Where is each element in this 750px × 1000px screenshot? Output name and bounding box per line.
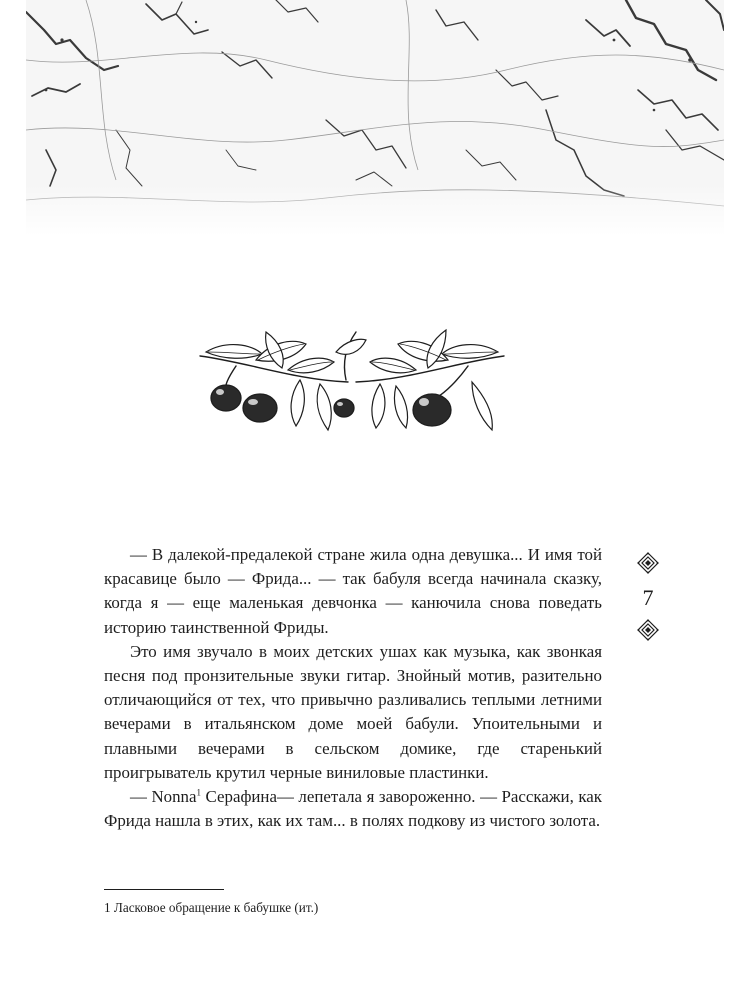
footnote-divider: [104, 889, 224, 890]
diamond-ornament-icon: [637, 619, 659, 641]
paragraph-3: [104, 785, 602, 833]
page-number: 7: [642, 585, 654, 610]
paragraph-3-start: — Nonna: [130, 787, 197, 807]
footnote-reference: 1: [196, 787, 201, 798]
paragraph-2: Это имя звучало в моих детских ушах как музыка, как звонкая песня под пронзительные звуки гитар. Знойный мотив, разительно отличающийся от тех, что привычно разливались теплыми летними вечерами в итальянском доме моей бабули. Упоительными и плавными вечерами в сельском домике, где старенький проигрыватель крутил черные виниловые пластинки.: [104, 641, 602, 782]
page-folio: [630, 550, 666, 650]
paragraph-3-end: Серафина— лепетала я завороженно. — Расскажи, как Фрида нашла в этих, как их там... в полях подкову из чистого золота.: [104, 787, 602, 831]
body-text: [104, 543, 602, 833]
olive-branch-icon: [196, 322, 508, 440]
diamond-ornament-icon: [637, 552, 659, 574]
marble-texture-image: [26, 0, 724, 236]
footnote: 1 Ласковое обращение к бабушке (ит.): [104, 900, 319, 915]
paragraph-1: — В далекой-предалекой стране жила одна девушка... И имя той красавице было — Фрида... — так бабуля всегда начинала сказку, когда я — еще маленькая девчонка — канючила снова поведать историю таинственной Фриды.: [104, 545, 602, 637]
